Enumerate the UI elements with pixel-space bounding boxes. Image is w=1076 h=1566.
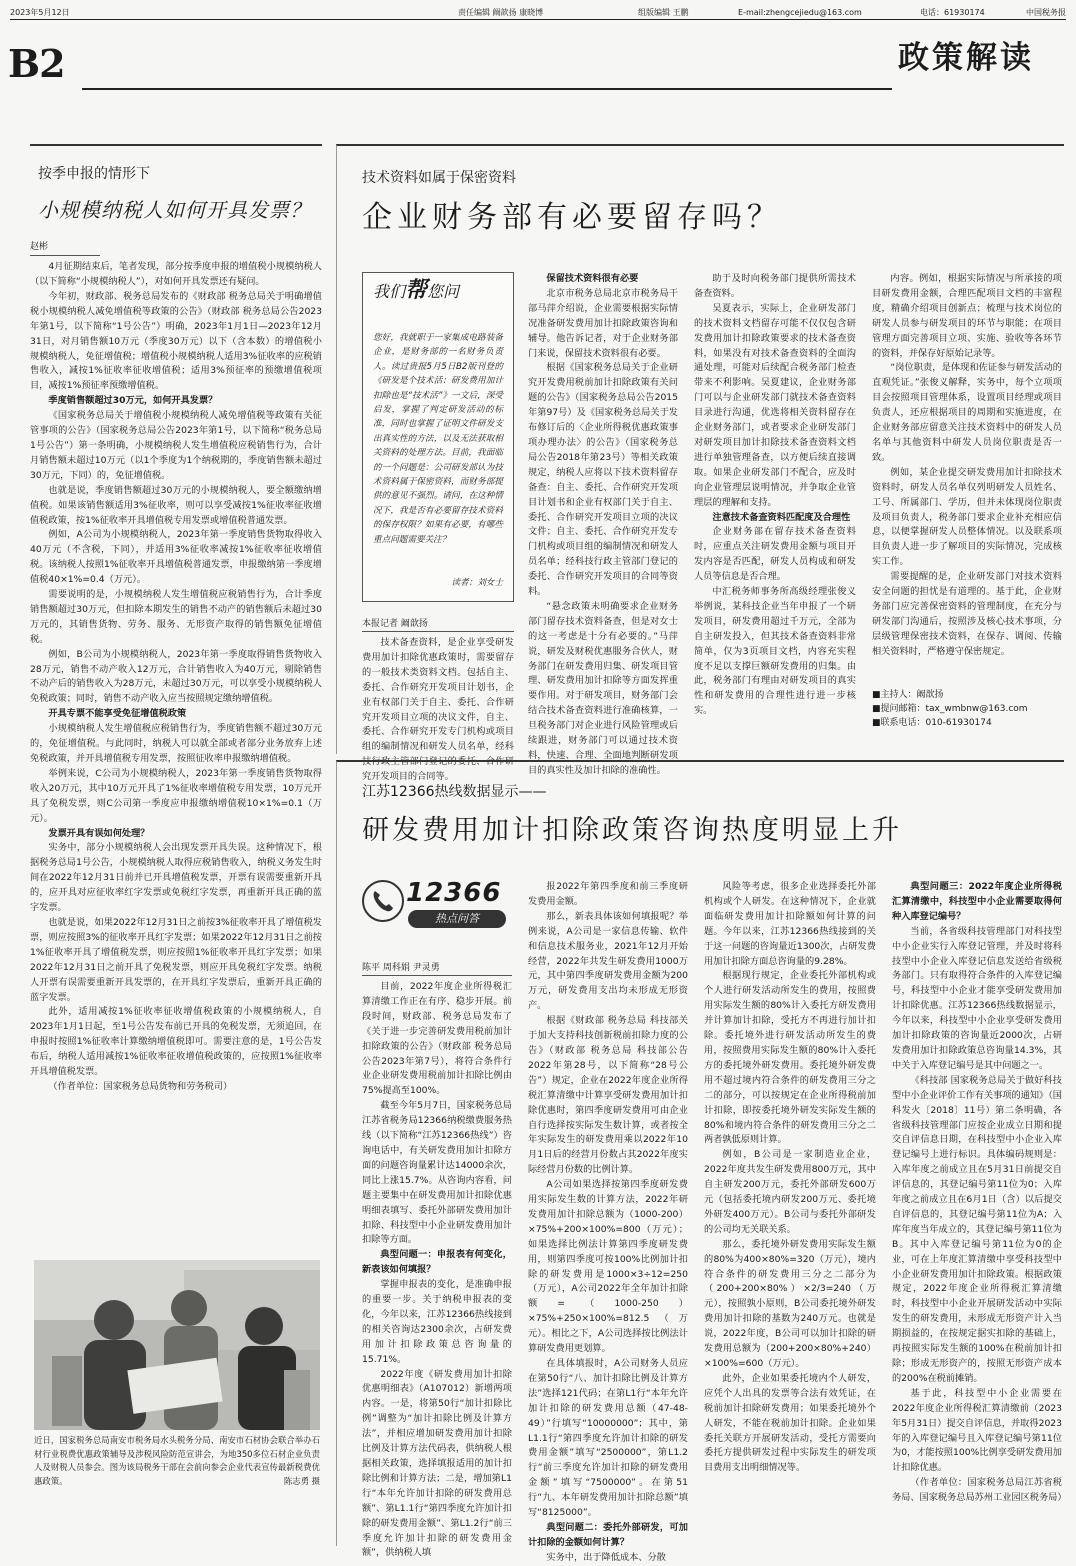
paragraph: 例如，B公司是一家制造业企业，2022年度共发生研发费用800万元，其中自主研发200万元，委托外部研发600万元（包括委托境内研发200万元、委托境外研发400万元）。B公司与委托外部研发的公司均无关联关系。 — [704, 1149, 876, 1235]
paragraph: 例如，某企业提交研发费用加计扣除技术资料时，研发人员名单仅列明研发人员姓名、工号、所属部门、学历，但并未体现岗位职责及项目负责人，税务部门要求企业补充相应信息，以便掌握研发人员整体情况。以及联系项目负责人进一步了解项目的实际情况，完成核实工作。 — [872, 466, 1062, 568]
paragraph: 此外，适用减按1%征收率征收增值税政策的小规模纳税人，自2023年1月1日起，至1号公告发布前已开具的免税发票，无须追回，在申报时按照1%征收率计算缴纳增值税即可。需要注意的是，1号公告发布后，纳税人适用减按1%征收率征收增值税政策的，应按照1%征收率开具增值税发票。 — [30, 1006, 322, 1078]
paragraph: A公司如果选择按第四季度研发费用实际发生数的计算方法，2022年研发费用加计扣除总额为（1000-200）×75%+200×100%=800（万元）；如果选择比例法计算第四季度研发费用，则第四季度可按100%比例加计扣除的研发费用是1000×3÷12=250（万元），A公司2022年全年加计扣除额=（1000-250）×75%+250×100%=812.5（万元）。相比之下，A公司选择按比例法计算研发费用更划算。 — [528, 1179, 688, 1355]
responsible-editors: 责任编辑 阚歆扬 康晓博 — [458, 8, 544, 17]
paragraph: 实务中，出于降低成本、分散 — [546, 1551, 666, 1563]
paragraph: 技术备查资料，是企业享受研发费用加计扣除优惠政策时，需要留存的一般技术类资料文档。包括自主、委托、合作研究开发项目计划书，企业有权部门关于自主、委托、合作研究开发项目立项的决议文件，自主、委托、合作研究开发专门机构或项目组的编制情况和研发人员名单，经科技行政主管部门登记的委托、合作研究开发项目的合同等。 — [362, 637, 514, 783]
photo-caption-text: 近日，国家税务总局南安市税务局水头税务分局、南安市石材协会联合举办石材行业税费优惠政策辅导及涉税风险防范宣讲会，为地350多位石材企业负责人及财税人员参会。图为该局税务干部在会前向参会企业代表宣传最新税费优惠政策。 — [34, 1435, 320, 1486]
paragraph: 北京市税务总局北京市税务局干部马萍介绍说，企业需要根据实际情况准备研发费用加计扣除政策咨询和辅导。他告诉记者，对于企业财务部门来说，保留技术资料很有必要。 — [528, 287, 678, 359]
editor-email: ■提问邮箱：tax_wmbnw@163.com — [872, 704, 1028, 714]
paragraph: 需要说明的是，小规模纳税人发生增值税应税销售行为，合计季度销售额超过30万元，但扣除本期发生的销售不动产的销售额后未超过30万元的，其销售货物、劳务、服务、无形资产取得的销售额免征增值税。 — [30, 589, 322, 645]
story2-column-3 — [704, 880, 876, 1540]
news-photo — [34, 1260, 320, 1430]
paragraph: 也就是说，如果2022年12月31日之前按3%征收率开具了增值税发票，则应按照3%的征收率开具红字发票；如果2022年12月31日之前按1%征收率开具了增值税发票，则应按照1%征收率开具红字发票；如果2022年12月31日之前开具了免税发票，则应开具免税红字发票。纳税人开票有误需要重新开具发票的，在开具红字发票后，重新开具正确的蓝字发票。 — [30, 916, 322, 1003]
paragraph: “悬念政策未明确要求企业财务部门留存技术资料备查，但是对女士的这一考虑是十分有必要的。”马萍说，研发及财税优惠服务合伙人，财务部门在研发费用归集、研发项目管理、研发费用加计扣除等方面发挥重要作用。对于研发项目，财务部门会结合技术备查资料进行准确核算，一旦税务部门对企业进行风险管理或后续跟进，财务部门可以通过技术资料，快速、合理、全面地判断研发项目的真实性及加计扣除的准确性。 — [528, 600, 678, 776]
left-article-body — [30, 260, 322, 1095]
paragraph: 例如，B公司为小规模纳税人，2023年第一季度取得销售货物收入28万元，销售不动产收入12万元，合计销售收入为40万元，剔除销售不动产后的销售收入为28万元，未超过30万元，可以享受小规模纳税人免税政策；同时，销售不动产收入应当按照规定缴纳增值税。 — [30, 648, 322, 705]
photo-caption — [34, 1434, 320, 1494]
story1-byline: 本报记者 阚歆扬 — [362, 618, 514, 632]
reader-letter-text: 您好，我就职于一家集成电路装备企业，是财务部的一名财务负责人。读过贵报5月5日B2版刊登的《研发是个技术活：研发费用加计扣除也是“技术活”》一文后，深受启发，掌握了判定研发活动的标准，同时也掌握了证明文件研发支出真实性的方法，以及无法获取相关资料的处理方法。目前，我面临的一个问题是：公司研发部认为技术资料属于保密资料，而财务部提供的意见不强烈。请问，在这种情况下，我是否有必要留存技术资料的保存权限？如果有必要，有哪些重点问题需要关注？ — [373, 333, 503, 545]
paragraph: 根据《财政部 税务总局 科技部关于加大支持科技创新税前扣除力度的公告》（财政部 税务总局 科技部公告2022年第28号，以下简称“28号公告”）规定，企业在2022年度企业所得税汇算清缴中计算享受研发费用加计扣除优惠时，第四季度研发费用可由企业自行选择按实际发生数计算，或者按全年实际发生的研发费用乘以2022年10月1日后的经营月份数占其2022年度实际经营月份数的比例计算。 — [528, 1015, 688, 1176]
story1-column-1 — [362, 636, 514, 783]
paragraph: 举例来说，C公司为小规模纳税人，2023年第一季度销售货物取得收入20万元，其中10万元开具了1%征收率增值税专用发票，10万元开具了免税发票，则C公司第一季度应申报缴纳增值税10×1%=0.1（万元）。 — [30, 767, 322, 824]
paragraph: 那么，委托境外研发费用实际发生额的80%为400×80%=320（万元），境内符合条件的研发费用三分之二部分为（200+200×80%）×2/3=240（万元），按照孰小原则，B公司委托境外研发费用加计扣除的基数为240万元。也就是说，2022年度，B公司可以加计扣除的研发费用总额为（200+200×80%+240）×100%=600（万元）。 — [704, 1238, 876, 1369]
story1-column-2 — [528, 272, 678, 776]
story2-column-4 — [892, 880, 1067, 1540]
hotline-number: 12366 — [406, 878, 502, 908]
paragraph: 4月征期结束后，笔者发现，部分按季度申报的增值税小规模纳税人（以下简称“小规模纳税人”），对如何开具发票还有疑问。 — [30, 261, 322, 287]
story1-column-3 — [694, 272, 856, 748]
paragraph: 根据《国家税务总局关于企业研究开发费用税前加计扣除政策有关问题的公告》（国家税务总局公告2015年第97号）及《国家税务总局关于发布修订后的〈企业所得税优惠政策事项办理办法〉的公告》（国家税务总局公告2018年第23号）等相关政策规定，纳税人应将以下技术资料留存备查：自主、委托、合作研究开发项目计划书和企业有权部门关于自主、委托、合作研究开发项目立项的决议文件；自主、委托、合作研究开发专门机构或项目组的编制情况和研发人员名单；经科技行政主管部门登记的委托、合作研究开发项目的合同等资料。 — [528, 362, 678, 598]
subheading: 开具专票不能享受免征增值税政策 — [48, 708, 187, 720]
paragraph: 《国家税务总局关于增值税小规模纳税人减免增值税等政策有关征管事项的公告》（国家税务总局公告2023年第1号，以下简称“税务总局1号公告”）第一条明确，小规模纳税人发生增值税应税销售行为，合计月销售额未超过10万元（以1个季度为1个纳税期的，季度销售额未超过30万元，下同）的，免征增值税。 — [30, 410, 322, 481]
page-code: B2 — [8, 41, 65, 86]
editor-host: ■主持人：阚歆扬 — [872, 690, 944, 700]
story2-kicker: 江苏12366热线数据显示—— — [362, 784, 547, 800]
reader-letter-signature: 读者：刘女士 — [451, 577, 503, 588]
paragraph: “岗位职责，是体现和佐证参与研发活动的直观凭证。”张俊义解释，实务中，每个立项项目会按照项目管理体系，设置项目经理或项目负责人，还应根据项目的周期和实施进度，在企业财务部应留意关注技术资料中的研发人员名单与其他资料中研发人员岗位职责是否一致。 — [872, 362, 1062, 463]
paragraph: 根据现行规定，企业委托外部机构或个人进行研发活动所发生的费用，按照费用实际发生额的80%计入委托方研发费用并计算加计扣除，受托方不再进行加计扣除。委托境外进行研发活动所发生的费用，按照费用实际发生额的80%计入委托方的委托境外研发费用。委托境外研发费用不超过境内符合条件的研发费用三分之二的部分，可以按规定在企业所得税前加计扣除，即按委托境外研发实际发生额的80%和境内符合条件的研发费用三分之二两者孰低原则计算。 — [704, 970, 876, 1146]
story2-column-2 — [528, 880, 688, 1563]
paragraph: 在具体填报时，A公司财务人员应在第50行“八、加计扣除比例及计算方法”选择121代码；在第L1行“本年允许加计扣除的研发费用总额（47-48-49）”行填写“10000000”；其中，第L1.1行“第四季度允许加计扣除的研发费用金额”填写“2500000”，第L1.2行“前三季度允许加计扣除的研发费用金额”填写“7500000”。在第51行“九、本年研发费用加计扣除总额”填写“8125000”。 — [528, 1358, 688, 1519]
paragraph: 报2022年第四季度和前三季度研发费用金额。 — [528, 881, 688, 907]
paragraph: 实务中，部分小规模纳税人会出现发票开具失误。这种情况下，根据税务总局1号公告，小规模纳税人取得应税销售收入，纳税义务发生时间在2022年12月31日前并已开具增值税发票，开票有误需要重新开具的，应开具对应征收率红字发票或免税红字发票，再重新开具正确的蓝字发票。 — [30, 842, 322, 914]
left-article-headline: 小规模纳税人如何开具发票？ — [38, 198, 311, 222]
subheading: 季度销售额超过30万元，如何开具发票？ — [48, 395, 218, 407]
layout-editor: 组版编辑 王鹏 — [638, 8, 689, 17]
paragraph: 此外，企业如果委托境内个人研发，应凭个人出具的发票等合法有效凭证，在税前加计扣除研发费用；如果委托境外个人研发，不能在税前加计扣除。企业如果委托关联方开展研发活动，受托方需要向委托方提供研发过程中实际发生的研发项目费用支出明细情况等。 — [704, 1372, 876, 1474]
hotline-caption: 热点问答 — [408, 910, 506, 928]
paragraph: （作者单位：国家税务总局货物和劳务税司） — [48, 1080, 233, 1092]
paragraph: 掌握申报表的变化，是准确申报的重要一步。关于纳税申报表的变化，今年以来，江苏12366热线接到的相关咨询达2300余次，占研发费用加计扣除政策总咨询量的15.71%。 — [362, 1279, 512, 1365]
story1-headline: 企业财务部有必要留存吗？ — [362, 200, 782, 235]
newspaper-name: 中国税务报 — [1026, 8, 1066, 17]
masthead-rule — [82, 88, 892, 90]
subheading: 典型问题一：申报表有何变化，新表该如何填报？ — [362, 1249, 512, 1276]
paragraph: 吴夏表示，实际上，企业研发部门的技术资料文档留存可能不仅仅包含研发费用加计扣除政策要求的技术备查资料，如果没有对技术备查资料的全面沟通处理，可能对后续配合税务部门检查带来不利影响。吴夏建议，企业财务部门可以与企业研发部门就技术备查资料目录进行沟通，优选将相关资料留存在企业财务部门，或者要求企业研发部门对研发项目加计扣除技术备查资料文档进行单独管理备查，以方便后续直接调取。如果企业研发部门不配合，应及时向企业管理层说明情况，并争取企业管理层的理解和支持。 — [694, 302, 856, 508]
paragraph: 助于及时向税务部门提供所需技术备查资料。 — [694, 273, 856, 299]
subheading: 注意技术备查资料匹配度及合理性 — [712, 511, 851, 523]
phone-handset-icon — [364, 882, 402, 920]
paragraph: 需要提醒的是，企业研发部门对技术资料安全问题的担忧是有道理的。基于此，企业财务部门应完善保密资料的管理制度，在充分与研发部门沟通后，按照涉及核心技术事项，分层级管理保密技术资料，在保存、调阅、传输相关资料时，严格遵守保密规定。 — [872, 571, 1062, 657]
story2-byline: 陈平 周科娟 尹灵勇 — [362, 962, 512, 976]
subheading: 典型问题二：委托外部研发，可加计扣除的金额如何计算？ — [528, 1521, 688, 1548]
paragraph: 小规模纳税人发生增值税应税销售行为，季度销售额不超过30万元的，免征增值税。与此同时，纳税人可以就全部或者部分业务放弃上述免税政策，并开具增值税专用发票，按照征收率申报缴纳增值税。 — [30, 723, 322, 764]
paragraph: 企业财务部在留存技术备查资料时，应重点关注研发费用金额与项目开发内容是否匹配，研发人员构成和研发人员等信息是否合理。 — [694, 526, 856, 583]
photo-credit: 陈志勇 摄 — [283, 1475, 320, 1486]
paragraph: 那么，新表具体该如何填报呢？举例来说，A公司是一家信息传输、软件和信息技术服务业，2021年12月开始经营，2022年共发生研发费用1000万元，其中第四季度研发费用金额为200万元，研发费用支出均未形成无形资产。 — [528, 910, 688, 1012]
photo-illustration — [34, 1260, 320, 1430]
story2-headline: 研发费用加计扣除政策咨询热度明显上升 — [362, 815, 902, 846]
hotline-badge — [362, 876, 512, 938]
paragraph: 中汇税务师事务所高级经理张俊义举例说，某科技企业当年申报了一个研发项目，研发费用超过千万元，全部为自主研发投入，但其技术备查资料非常简单，仅为3页项目文档，内容充实程度不足以支撑巨额研发费用的归集。由此，税务部门有理由对研发项目的真实性和研发费用的合理性进行进一步核实。 — [694, 586, 856, 717]
left-article-byline: 赵彬 — [30, 240, 100, 256]
paragraph: 当前，各省级科技管理部门对科技型中小企业实行入库登记管理，并及时将科技型中小企业入库登记信息发送给省级税务部门。只有取得符合条件的入库登记编号，科技型中小企业才能享受研发费用加计扣除优惠。江苏12366热线数据显示，今年以来，科技型中小企业享受研发费用加计扣除政策的咨询量近2000次，占研发费用加计扣除政策总咨询量14.3%，其中关于入库登记编号是其中问题之一。 — [892, 925, 1062, 1071]
editor-phone: ■联系电话：010-61930174 — [872, 718, 992, 728]
running-head — [10, 6, 1066, 20]
story1-column-4 — [872, 272, 1062, 748]
issue-date: 2023年5月12日 — [10, 8, 70, 17]
section-title: 政策解读 — [898, 40, 1034, 76]
subheading: 保留技术资料很有必要 — [546, 273, 639, 284]
contact-phone: 电话：61930174 — [920, 8, 985, 17]
subheading: 典型问题三：2022年度企业所得税汇算清缴中，科技型中小企业需要取得何种入库登记编号？ — [892, 881, 1062, 922]
left-article-kicker: 按季申报的情形下 — [38, 166, 150, 182]
column-logo — [373, 277, 460, 303]
story1-kicker: 技术资料如属于保密资料 — [362, 170, 516, 186]
column-logo-text: 我们帮您问 — [373, 277, 460, 303]
paragraph: 也就是说，季度销售额超过30万元的小规模纳税人，要全额缴纳增值税。如果该销售额适用3%征收率，则可以享受减按1%征收率征收增值税政策，按1%征收率开具增值税专用发票或增值税普通发票。 — [30, 484, 322, 526]
paragraph: 内容。例如，根据实际情况与所承接的项目研发费用金额，合理匹配项目文档的丰富程度，精确介绍项目创新点；梳理与技术岗位的研发人员参与研发项目的环节与职能；在项目管理方面完善项目立项、实施、验收等各环节的资料，并保存好原始记录等。 — [872, 273, 1062, 359]
paragraph: 《科技部 国家税务总局关于做好科技型中小企业评价工作有关事项的通知》（国科发火〔2018〕11号）第二条明确，各省级科技管理部门应按企业成立日期和提交自评信息日期，在科技型中小企业入库登记编号上进行标识。具体编码规则是：入库年度之前成立且在5月31日前提交自评信息的，其登记编号第11位为0；入库年度之前成立且在6月1日（含）以后提交自评信息的，其登记编号第11位为A；入库年度当年成立的，其登记编号第11位为B。其中入库登记编号第11位为0的企业，可在上年度汇算清缴中享受科技型中小企业研发费用加计扣除政策。根据政策规定，2022年度企业所得税汇算清缴时，科技型中小企业开展研发活动中实际发生的研发费用，未形成无形资产计入当期损益的，在按规定据实扣除的基础上，再按照实际发生额的100%在税前加计扣除；形成无形资产的，按照无形资产成本的200%在税前摊销。 — [892, 1074, 1062, 1384]
paragraph: 例如，A公司为小规模纳税人，2023年第一季度销售货物取得收入40万元（不含税，下同），并适用3%征收率减按1%征收率征收增值税。该纳税人按照1%征收率开具增值税普通发票，申报缴纳第一季度增值税40×1%=0.4（万元）。 — [30, 529, 322, 586]
paragraph: （作者单位：国家税务总局江苏省税务局、国家税务总局苏州工业园区税务局） — [892, 1477, 1067, 1504]
paragraph: 基于此，科技型中小企业需要在2022年度企业所得税汇算清缴前（2023年5月31日）提交自评信息，并取得2023年的入库登记编号且入库登记编号第11位为0，才能按照100%比例享受研发费用加计扣除优惠。 — [892, 1387, 1062, 1474]
phone-icon — [362, 880, 404, 922]
paragraph: 今年初，财政部、税务总局发布的《财政部 税务总局关于明确增值税小规模纳税人减免增值税等政策的公告》（财政部 税务总局公告2023年第1号，以下简称“1号公告”）明确，2023年1月1日—2023年12月31日，对月销售额10万元（季度30万元）以下（含本数）的增值税小规模纳税人，免征增值税；增值税小规模纳税人适用3%征收率的应税销售收入，减按1%征收率征收增值税；适用3%预征率的预缴增值税项目，减按1%预征率预缴增值税。 — [30, 290, 322, 392]
paragraph: 截至今年5月7日，国家税务总局江苏省税务局12366纳税缴费服务热线（以下简称“江苏12366热线”）咨询电话中，有关研发费用加计扣除方面的问题咨询量累计达14000余次，同比上涨15.7%。从咨询内容看，问题主要集中在研发费用加计扣除优惠明细表填写、委托外部研发费用加计扣除、科技型中小企业研发费用加计扣除等方面。 — [362, 1100, 512, 1246]
paragraph: 2022年度《研发费用加计扣除优惠明细表》（A107012）新增两项内容。一是，将第50行“加计扣除比例”调整为“加计扣除比例及计算方法”，并相应增加研发费用加计扣除比例及计算方法代码表，供纳税人根据相关政策，选择填报适用的加计扣除比例和计算方法；二是，增加第L1行“本年允许加计扣除的研发费用总额”、第L1.1行“第四季度允许加计扣除的研发费用金额”、第L1.2行“前三季度允许加计扣除的研发费用金额”，供纳税人填 — [362, 1368, 512, 1559]
subheading: 发票开具有误如何处理？ — [48, 827, 150, 839]
contact-email: E-mail:zhengcejiedu@163.com — [738, 8, 862, 17]
reader-letter-box — [362, 272, 514, 602]
story2-column-1 — [362, 980, 512, 1559]
editor-contact-box — [872, 688, 1062, 748]
paragraph: 目前，2022年度企业所得税汇算清缴工作正在有序、稳步开展。前段时间，财政部、税务总局发布了《关于进一步完善研发费用税前加计扣除政策的公告》（财政部 税务总局公告2023年第7号），将符合条件行业企业研发费用税前加计扣除比例由75%提高至100%。 — [362, 981, 512, 1097]
paragraph: 风险等考虑，很多企业选择委托外部机构或个人研发。在这种情况下，企业就面临研发费用加计扣除额如何计算的问题。今年以来，江苏12366热线接到的关于这一问题的咨询量近1300次，占研发费用加计扣除方面总咨询量的9.28%。 — [704, 881, 876, 967]
